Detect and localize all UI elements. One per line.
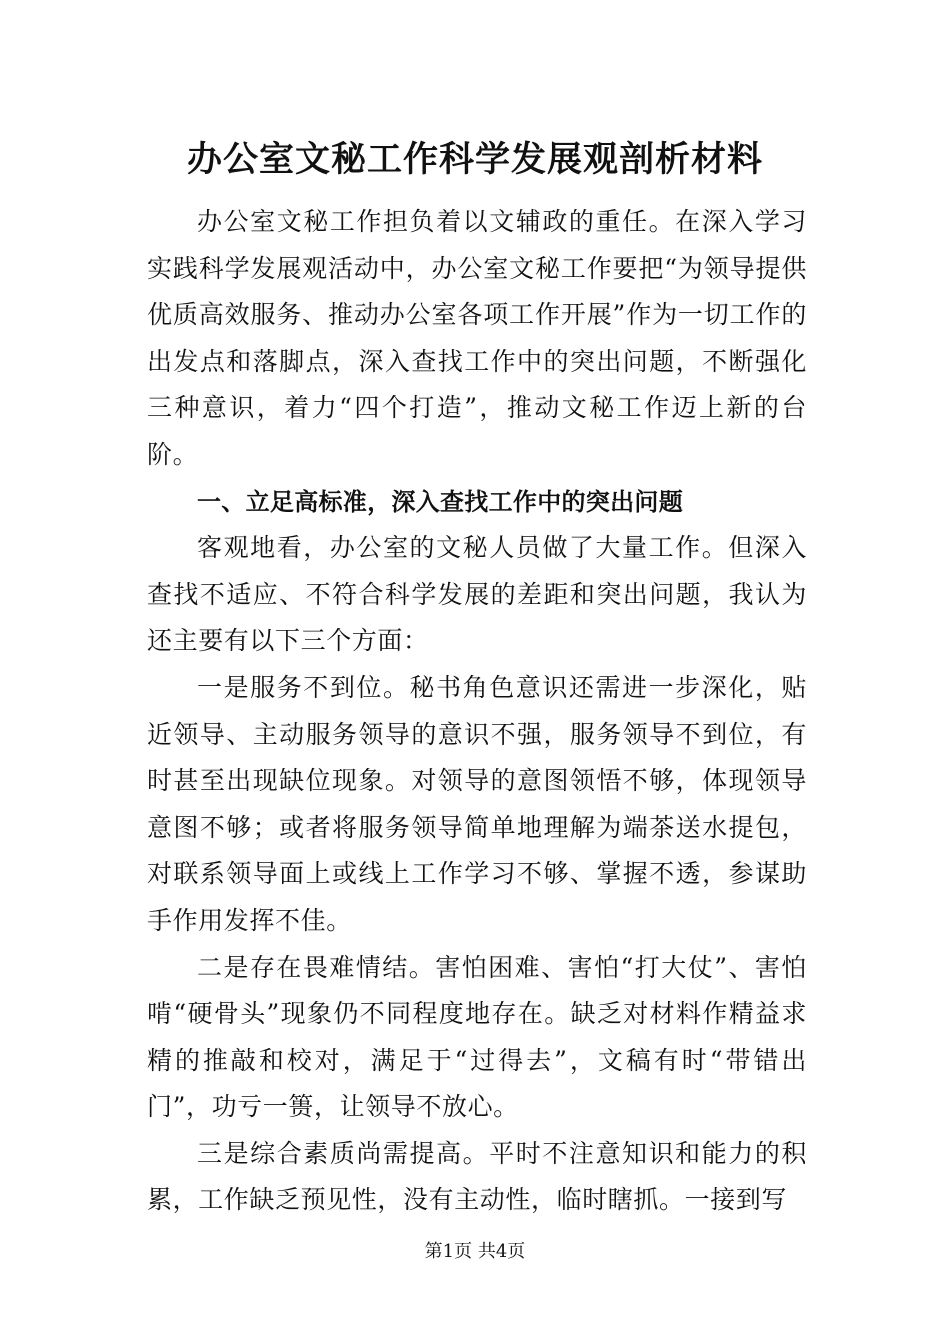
paragraph-point-3: 三是综合素质尚需提高。平时不注意知识和能力的积累，工作缺乏预见性，没有主动性，临时瞎抓。一接到写 xyxy=(147,1138,807,1215)
document-body xyxy=(147,199,807,1224)
paragraph-overview: 客观地看，办公室的文秘人员做了大量工作。但深入查找不适应、不符合科学发展的差距和突出问题，我认为还主要有以下三个方面： xyxy=(147,533,807,656)
document-title: 办公室文秘工作科学发展观剖析材料 xyxy=(186,139,763,180)
paragraph-point-1: 一是服务不到位。秘书角色意识还需进一步深化，贴近领导、主动服务领导的意识不强，服务领导不到位，有时甚至出现缺位现象。对领导的意图领悟不够，体现领导意图不够；或者将服务领导简单地理解为端茶送水提包，对联系领导面上或线上工作学习不够、掌握不透，参谋助手作用发挥不佳。 xyxy=(147,672,807,935)
intro-paragraph: 办公室文秘工作担负着以文辅政的重任。在深入学习实践科学发展观活动中，办公室文秘工作要把“为领导提供优质高效服务、推动办公室各项工作开展”作为一切工作的出发点和落脚点，深入查找工作中的突出问题，不断强化三种意识，着力“四个打造”，推动文秘工作迈上新的台阶。 xyxy=(147,207,807,469)
page-footer: 第1页 共4页 xyxy=(424,1241,526,1262)
paragraph-point-2: 二是存在畏难情结。害怕困难、害怕“打大仗”、害怕啃“硬骨头”现象仍不同程度地存在。缺乏对材料作精益求精的推敲和校对，满足于“过得去”，文稿有时“带错出门”，功亏一篑，让领导不放心。 xyxy=(147,952,807,1122)
section-heading-1: 一、立足高标准，深入查找工作中的突出问题 xyxy=(197,487,683,516)
